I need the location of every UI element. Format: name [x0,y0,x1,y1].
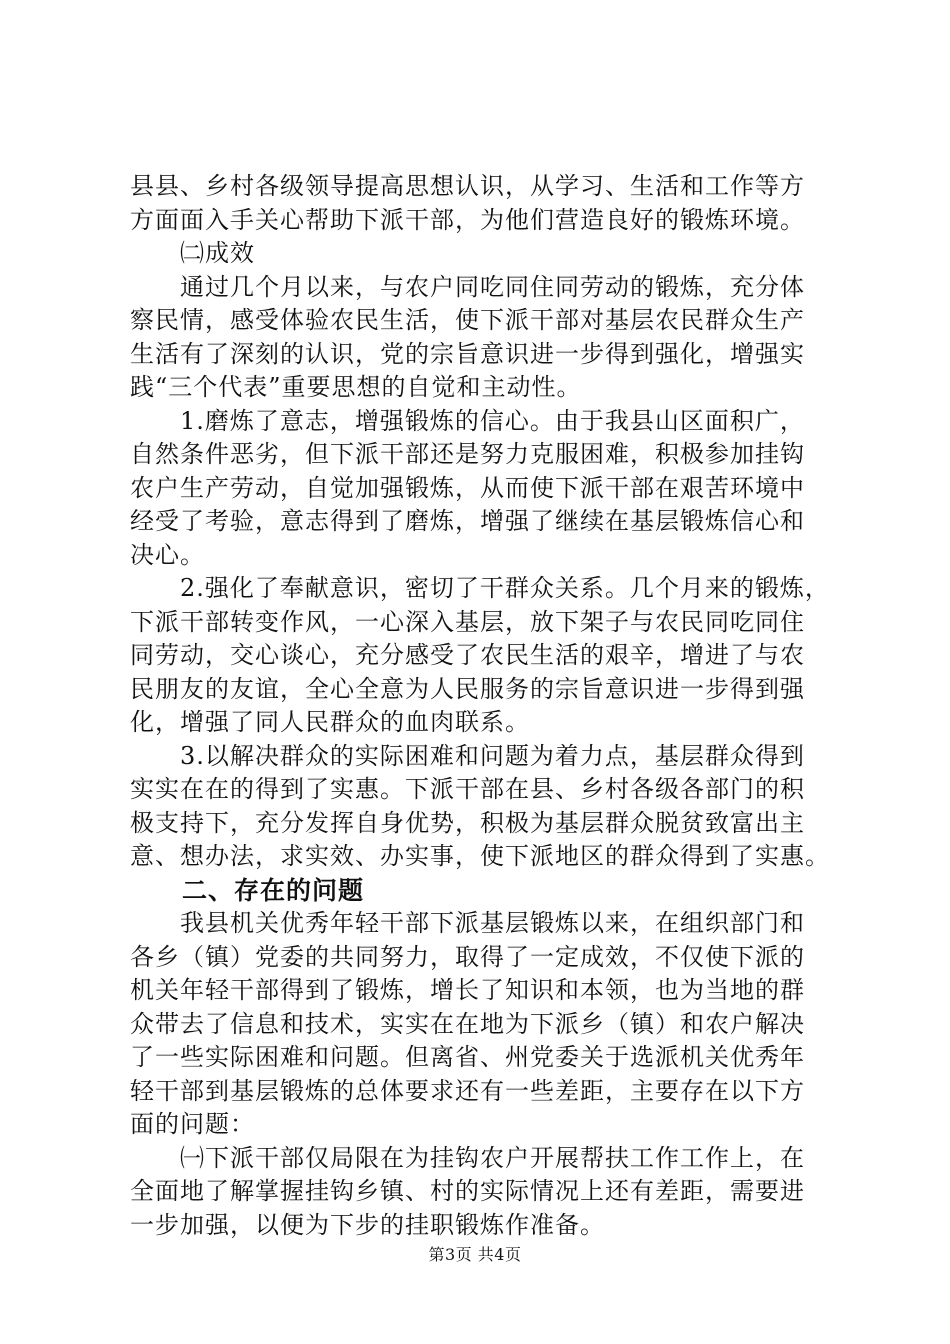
text-line: 决心。 [130,540,205,569]
text-line: 轻干部到基层锻炼的总体要求还有一些差距，主要存在以下方 [130,1076,805,1105]
text-line: 农户生产劳动，自觉加强锻炼，从而使下派干部在艰苦环境中 [130,473,805,502]
subheading-results: ㈡成效 [130,239,255,267]
text-line: 实实在在的得到了实惠。下派干部在县、乡村各级各部门的积 [130,775,805,803]
text-line: 了一些实际困难和问题。但离省、州党委关于选派机关优秀年 [130,1043,805,1071]
text-line: 践“三个代表”重要思想的自觉和主动性。 [130,373,582,401]
section-heading-problems: 二、存在的问题 [130,875,365,905]
text-line: 3.以解决群众的实际困难和问题为着力点，基层群众得到 [130,741,805,770]
text-line: ㈠下派干部仅局限在为挂钩农户开展帮扶工作工作上，在 [130,1143,805,1172]
text-line: 通过几个月以来，与农户同吃同住同劳动的锻炼，充分体 [130,272,805,301]
text-line: 自然条件恶劣，但下派干部还是努力克服困难，积极参加挂钩 [130,440,805,468]
text-line: 意、想办法，求实效、办实事，使下派地区的群众得到了实惠。 [130,842,830,870]
text-line: 1.磨炼了意志，增强锻炼的信心。由于我县山区面积广， [130,406,805,435]
text-line: 2.强化了奉献意识，密切了干群众关系。几个月来的锻炼， [130,574,830,602]
page-number-footer: 第3页 共4页 [428,1245,522,1264]
text-line: 众带去了信息和技术，实实在在地为下派乡（镇）和农户解决 [130,1009,805,1038]
text-line: 面的问题： [130,1110,255,1138]
text-line: 化，增强了同人民群众的血肉联系。 [130,708,530,736]
text-line: 全面地了解掌握挂钩乡镇、村的实际情况上还有差距，需要进 [130,1177,805,1205]
text-line: 各乡（镇）党委的共同努力，取得了一定成效，不仅使下派的 [130,942,805,971]
text-line: 民朋友的友谊，全心全意为人民服务的宗旨意识进一步得到强 [130,674,805,703]
text-line: 我县机关优秀年轻干部下派基层锻炼以来，在组织部门和 [130,909,805,937]
text-line: 同劳动，交心谈心，充分感受了农民生活的艰辛，增进了与农 [130,641,805,669]
text-line: 机关年轻干部得到了锻炼，增长了知识和本领，也为当地的群 [130,976,805,1004]
text-line: 县县、乡村各级领导提高思想认识，从学习、生活和工作等方 [130,172,805,200]
text-line: 下派干部转变作风，一心深入基层，放下架子与农民同吃同住 [130,607,805,636]
text-line: 方面面入手关心帮助下派干部，为他们营造良好的锻炼环境。 [130,205,805,234]
text-line: 经受了考验，意志得到了磨炼，增强了继续在基层锻炼信心和 [130,507,805,535]
text-line: 生活有了深刻的认识，党的宗旨意识进一步得到强化，增强实 [130,339,805,368]
text-line: 一步加强，以便为下步的挂职锻炼作准备。 [130,1210,605,1239]
text-line: 极支持下，充分发挥自身优势，积极为基层群众脱贫致富出主 [130,808,805,837]
body-text [130,170,835,1242]
text-line: 察民情，感受体验农民生活，使下派干部对基层农民群众生产 [130,306,805,334]
